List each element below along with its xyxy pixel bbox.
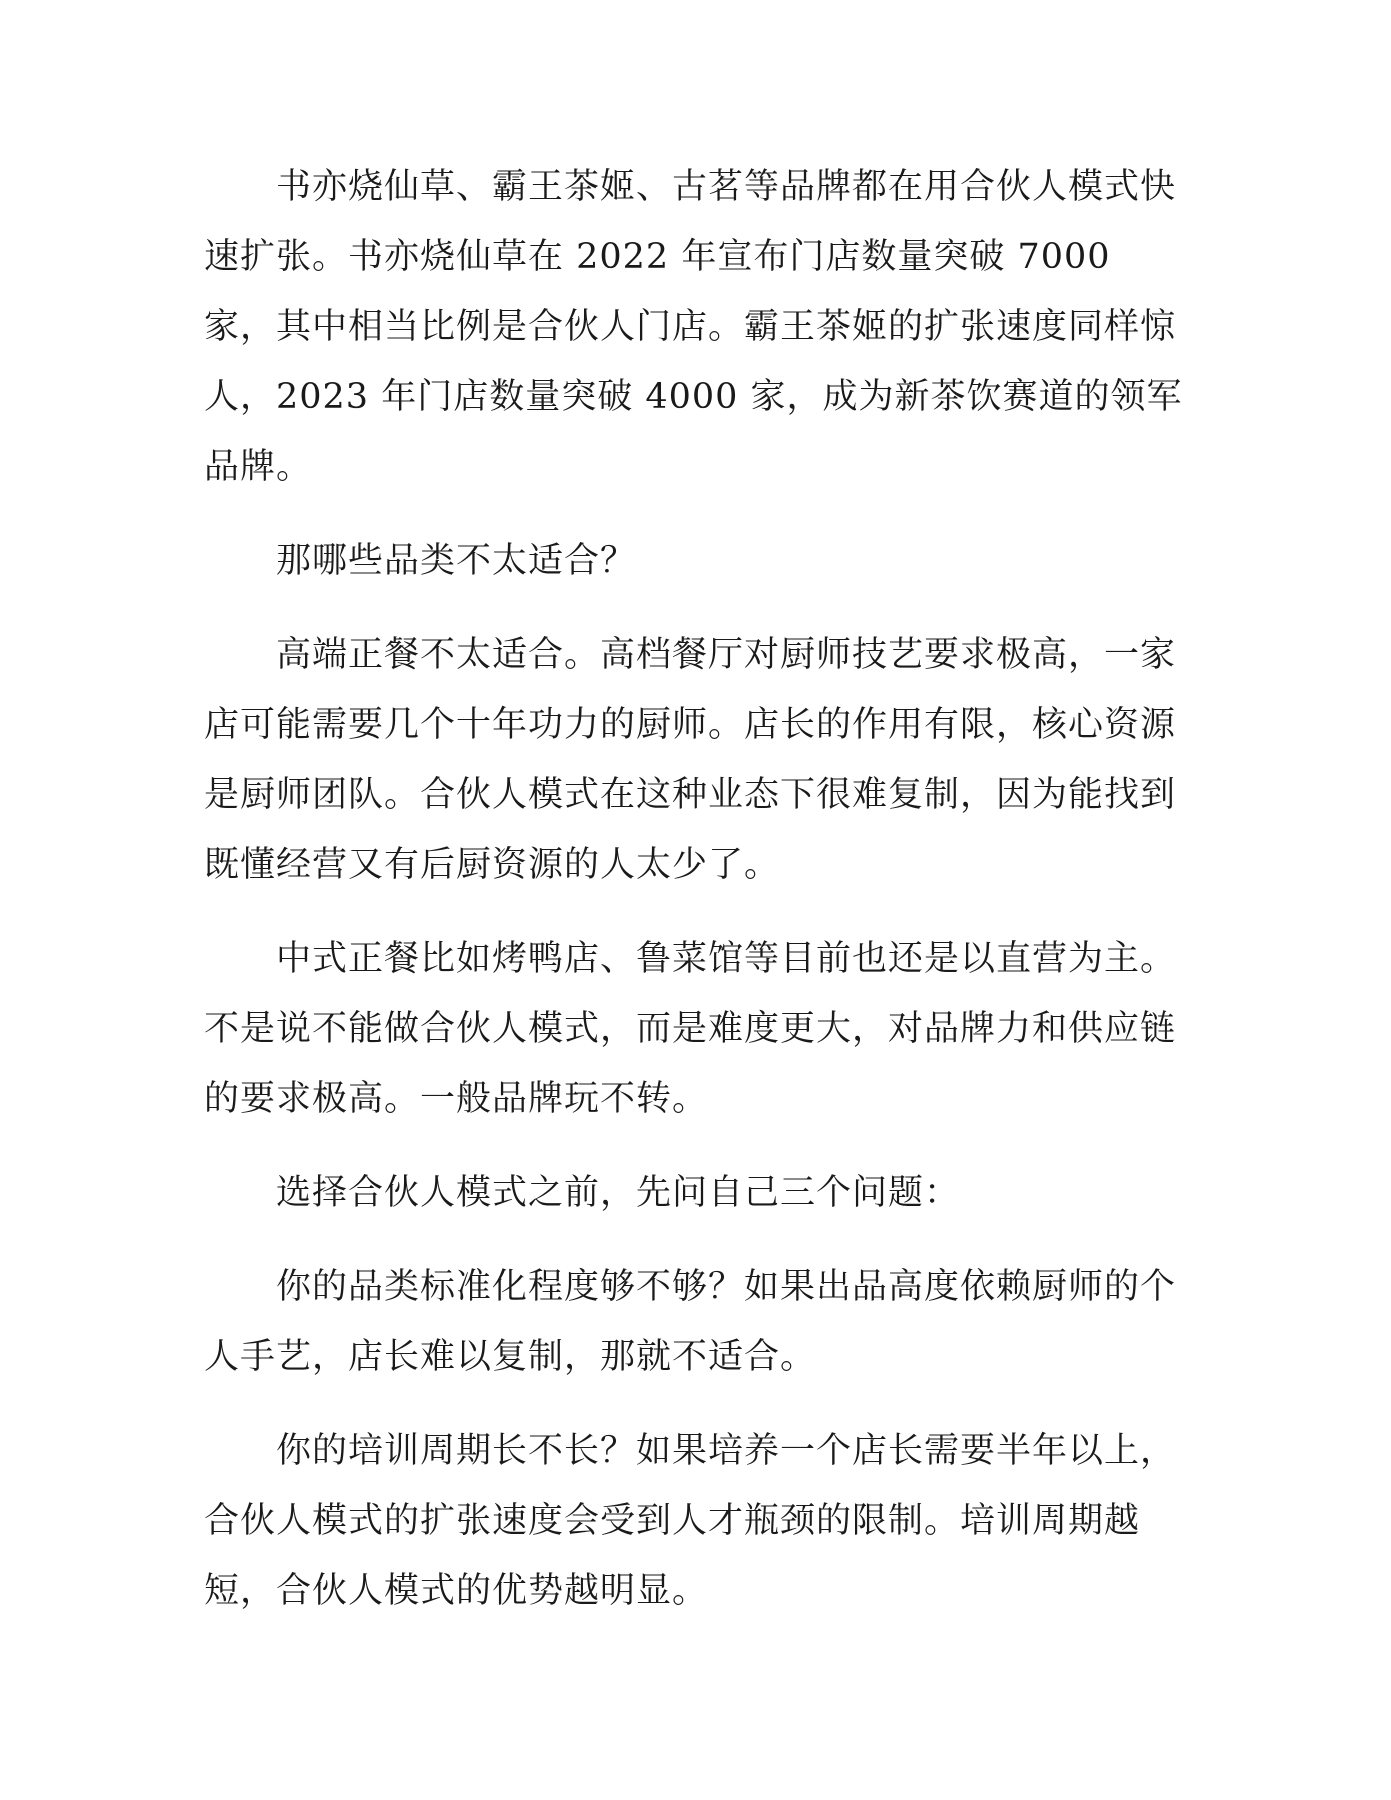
paragraph-training-cycle: 你的培训周期长不长？如果培养一个店长需要半年以上，合伙人模式的扩张速度会受到人才瓶颈的限制。培训周期越短，合伙人模式的优势越明显。 (204, 1431, 1177, 1611)
paragraph-high-end-dining: 高端正餐不太适合。高档餐厅对厨师技艺要求极高，一家店可能需要几个十年功力的厨师。店长的作用有限，核心资源是厨师团队。合伙人模式在这种业态下很难复制，因为能找到既懂经营又有后厨资源的人太少了。 (204, 635, 1177, 885)
paragraph-unsuitable-question: 那哪些品类不太适合？ (276, 541, 637, 581)
paragraph-three-questions: 选择合伙人模式之前，先问自己三个问题： (276, 1173, 961, 1213)
paragraph-brand-expansion: 书亦烧仙草、霸王茶姬、古茗等品牌都在用合伙人模式快速扩张。书亦烧仙草在 2022 年宣布门店数量突破 7000 家，其中相当比例是合伙人门店。霸王茶姬的扩张速度同样惊人，2023 年门店数量突破 4000 家，成为新茶饮赛道的领军品牌。 (204, 167, 1183, 487)
paragraph-standardization: 你的品类标准化程度够不够？如果出品高度依赖厨师的个人手艺，店长难以复制，那就不适合。 (204, 1267, 1177, 1377)
paragraph-chinese-dining: 中式正餐比如烤鸭店、鲁菜馆等目前也还是以直营为主。不是说不能做合伙人模式，而是难度更大，对品牌力和供应链的要求极高。一般品牌玩不转。 (204, 939, 1177, 1119)
document-body (204, 152, 1189, 1650)
